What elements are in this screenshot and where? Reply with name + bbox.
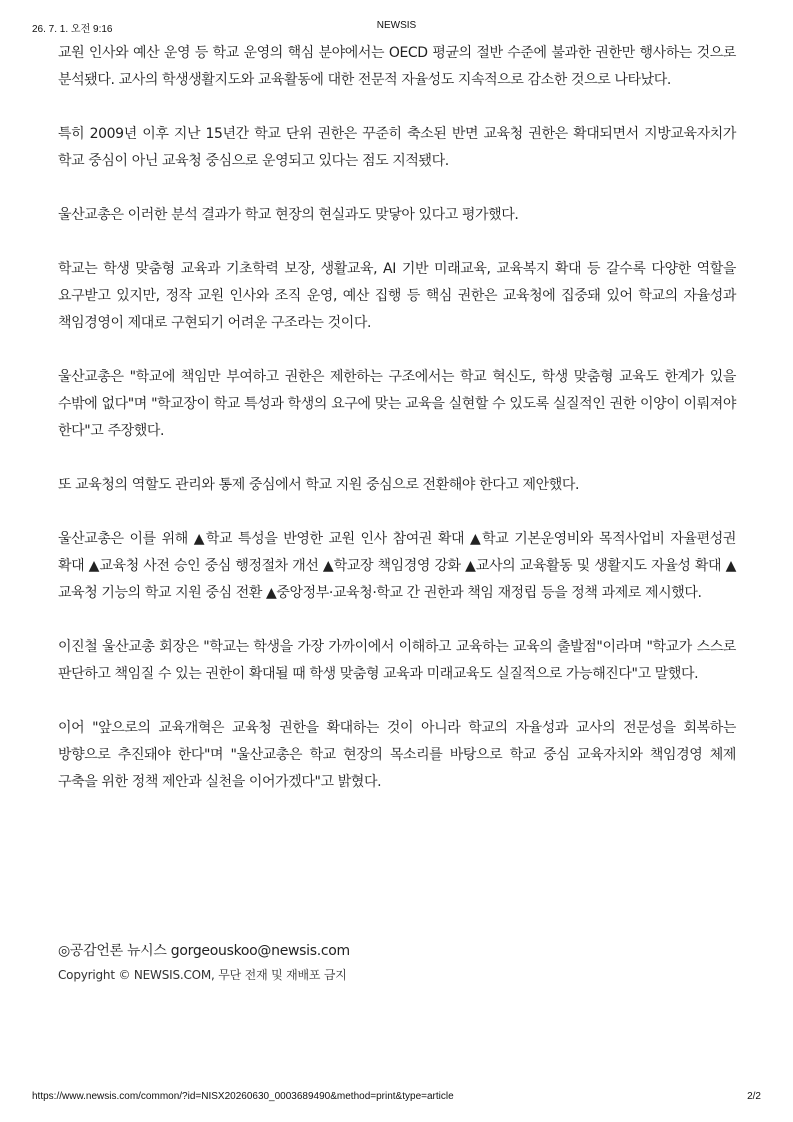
article-paragraph: 특히 2009년 이후 지난 15년간 학교 단위 권한은 꾸준히 축소된 반면 교육청 권한은 확대되면서 지방교육자치가 학교 중심이 아닌 교육청 중심으로 운영되고 있다는 점도 지적됐다.: [58, 126, 736, 169]
article-paragraph: 학교는 학생 맞춤형 교육과 기초학력 보장, 생활교육, AI 기반 미래교육, 교육복지 확대 등 갈수록 다양한 역할을 요구받고 있지만, 정작 교원 인사와 조직 운영, 예산 집행 등 핵심 권한은 교육청에 집중돼 있어 학교의 자율성과 책임경영이 제대로 구현되기 어려운 구조라는 것이다.: [58, 261, 736, 331]
print-page-number: 2/2: [747, 1091, 761, 1102]
article-paragraph: 이진철 울산교총 회장은 "학교는 학생을 가장 가까이에서 이해하고 교육하는 교육의 출발점"이라며 "학교가 스스로 판단하고 책임질 수 있는 권한이 확대될 때 학생 맞춤형 교육과 미래교육도 실질적으로 가능해진다"고 말했다.: [58, 639, 736, 682]
article-body: [58, 40, 736, 823]
article-byline: ◎공감언론 뉴시스 gorgeouskoo@newsis.com: [58, 943, 350, 959]
print-datetime: 26. 7. 1. 오전 9:16: [32, 24, 113, 35]
print-page-url: https://www.newsis.com/common/?id=NISX20260630_0003689490&method=print&type=article: [32, 1091, 454, 1102]
article-paragraph: 울산교총은 "학교에 책임만 부여하고 권한은 제한하는 구조에서는 학교 혁신도, 학생 맞춤형 교육도 한계가 있을 수밖에 없다"며 "학교장이 학교 특성과 학생의 요구에 맞는 교육을 실현할 수 있도록 실질적인 권한 이양이 이뤄져야 한다"고 주장했다.: [58, 369, 736, 439]
article-paragraph: 울산교총은 이러한 분석 결과가 학교 현장의 현실과도 맞닿아 있다고 평가했다.: [58, 207, 519, 223]
print-header: [32, 20, 761, 34]
print-site-name: NEWSIS: [376, 20, 417, 31]
article-paragraph: 울산교총은 이를 위해 ▲학교 특성을 반영한 교원 인사 참여권 확대 ▲학교 기본운영비와 목적사업비 자율편성권 확대 ▲교육청 사전 승인 중심 행정절차 개선 ▲학교장 책임경영 강화 ▲교사의 교육활동 및 생활지도 자율성 확대 ▲교육청 기능의 학교 지원 중심 전환 ▲중앙정부·교육청·학교 간 권한과 책임 재정립 등을 정책 과제로 제시했다.: [58, 531, 736, 601]
copyright-notice: Copyright © NEWSIS.COM, 무단 전재 및 재배포 금지: [58, 968, 347, 982]
article-paragraph: 또 교육청의 역할도 관리와 통제 중심에서 학교 지원 중심으로 전환해야 한다고 제안했다.: [58, 477, 580, 493]
article-paragraph: 이어 "앞으로의 교육개혁은 교육청 권한을 확대하는 것이 아니라 학교의 자율성과 교사의 전문성을 회복하는 방향으로 추진돼야 한다"며 "울산교총은 학교 현장의 목소리를 바탕으로 학교 중심 교육자치와 책임경영 체제 구축을 위한 정책 제안과 실천을 이어가겠다"고 밝혔다.: [58, 720, 736, 790]
article-paragraph: 교원 인사와 예산 운영 등 학교 운영의 핵심 분야에서는 OECD 평균의 절반 수준에 불과한 권한만 행사하는 것으로 분석됐다. 교사의 학생생활지도와 교육활동에 대한 전문적 자율성도 지속적으로 감소한 것으로 나타났다.: [58, 45, 736, 88]
print-footer: [32, 1091, 761, 1105]
